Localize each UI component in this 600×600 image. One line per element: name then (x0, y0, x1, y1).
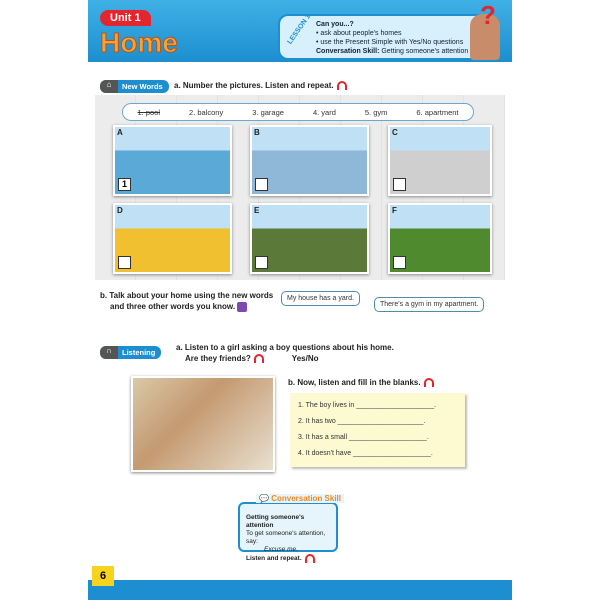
talk-instruction: b. Talk about your home using the new words and three other words you know. (100, 291, 274, 311)
fill-instruction: b. Now, listen and fill in the blanks. (288, 378, 434, 387)
question-mark-icon: ? (480, 0, 496, 30)
objective: • use the Present Simple with Yes/No questions (316, 39, 464, 46)
picture-letter: E (254, 206, 260, 215)
new-words-instruction: a. Number the pictures. Listen and repeat. (174, 81, 347, 90)
answer-box[interactable] (255, 178, 268, 191)
answer-box[interactable]: 1 (118, 178, 131, 191)
answer-box[interactable] (118, 256, 131, 269)
word-item: 1. pool (137, 107, 161, 117)
conversation-skill-title: 💬 Conversation Skill (256, 494, 344, 503)
answer-box[interactable] (393, 256, 406, 269)
kids-talking-photo (131, 376, 275, 472)
picture-letter: F (392, 206, 397, 215)
picture-letter: A (117, 128, 123, 137)
headphones-icon: ∩ (100, 346, 118, 359)
lightbulb-icon (237, 302, 247, 312)
blank-sentence[interactable]: 3. It has a small ____________________. (298, 434, 429, 441)
yes-no-options: Yes/No (291, 354, 319, 363)
picture-a (113, 125, 232, 196)
picture-letter: C (392, 128, 398, 137)
headphones-icon[interactable] (305, 554, 315, 563)
conversation-skill-label: Conversation Skill: (316, 48, 380, 55)
page-title: Home (100, 27, 178, 58)
word-item: 6. apartment (416, 107, 459, 117)
conversation-skill-value: Getting someone's attention (379, 48, 469, 55)
headphones-icon[interactable] (424, 378, 434, 387)
headphones-icon[interactable] (337, 81, 347, 90)
picture-c (388, 125, 492, 196)
listening-badge: ∩ Listening (100, 346, 161, 359)
picture-letter: D (117, 206, 123, 215)
word-item: 5. gym (364, 107, 388, 117)
word-item: 4. yard (312, 107, 336, 117)
word-list (122, 103, 474, 121)
house-icon: ⌂ (100, 80, 118, 93)
picture-b (250, 125, 369, 196)
blank-sentence[interactable]: 4. It doesn't have ____________________. (298, 450, 433, 457)
answer-box[interactable] (255, 256, 268, 269)
page-number: 6 (92, 566, 114, 586)
speech-bubble: There's a gym in my apartment. (374, 297, 484, 312)
picture-f (388, 203, 492, 274)
lesson-objectives-box (278, 14, 498, 60)
answer-box[interactable] (393, 178, 406, 191)
footer-bar (88, 580, 512, 600)
conversation-skill-box: Getting someone's attention To get someone's attention, say: Excuse me. Listen and repeat. (238, 502, 338, 552)
chat-bubbles-icon: 💬 (259, 494, 269, 503)
blank-sentence[interactable]: 2. It has two ______________________. (298, 418, 426, 425)
lesson-tag: LESSON 1 (286, 13, 313, 46)
word-item: 2. balcony (189, 107, 224, 117)
headphones-icon[interactable] (254, 354, 264, 363)
fill-in-blanks-card (290, 393, 465, 467)
picture-letter: B (254, 128, 260, 137)
speech-bubble: My house has a yard. (281, 291, 360, 306)
new-words-badge: ⌂ New Words (100, 80, 169, 93)
blank-sentence[interactable]: 1. The boy lives in ____________________. (298, 402, 437, 409)
unit-badge: Unit 1 (100, 10, 151, 26)
objective: • ask about people's homes (316, 30, 402, 37)
picture-e (250, 203, 369, 274)
word-item: 3. garage (252, 107, 284, 117)
can-you-heading: Can you...? (316, 21, 354, 28)
listening-instruction: a. Listen to a girl asking a boy questions about his home. Are they friends? Yes/No (176, 343, 394, 363)
picture-d (113, 203, 232, 274)
